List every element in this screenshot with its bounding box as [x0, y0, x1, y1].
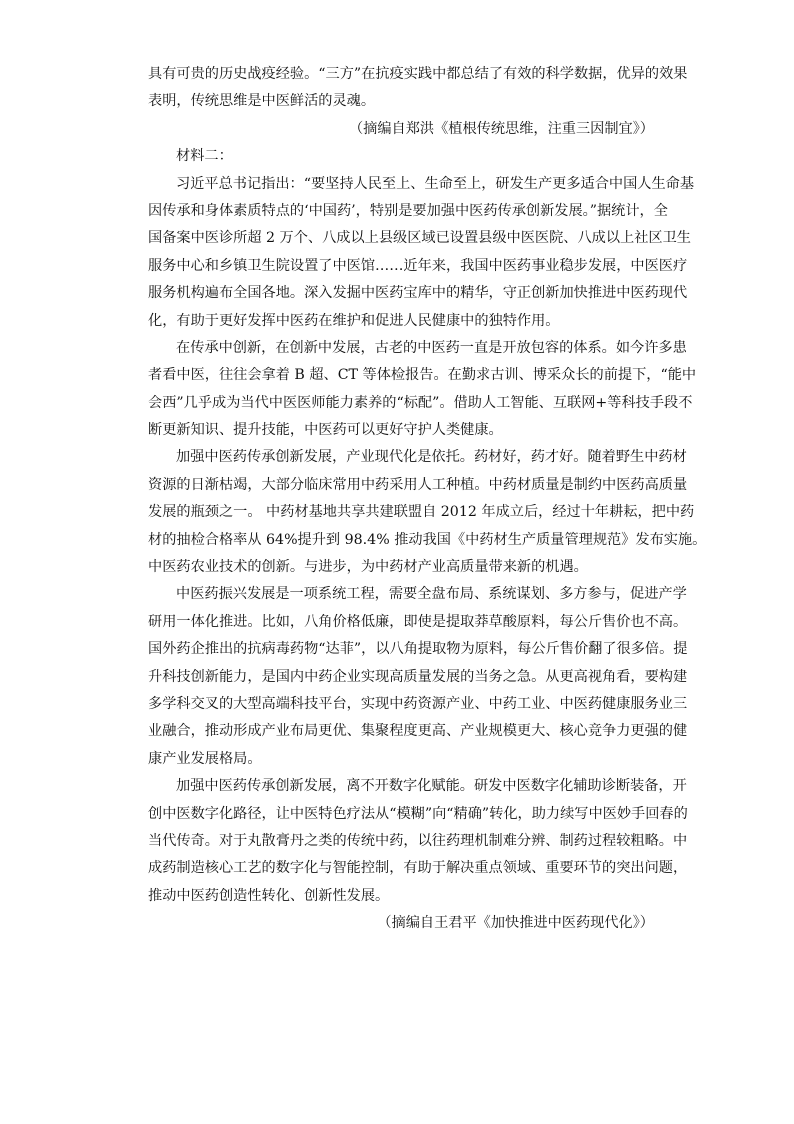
- paragraph-end-line: 康产业发展格局。: [148, 750, 262, 767]
- body-line: 当代传奇。对于丸散膏丹之类的传统中药，以往药理机制难分辨、制药过程较粗略。中: [148, 832, 688, 849]
- paragraph-first-line: 在传承中创新，在创新中发展，古老的中医药一直是开放包容的体系。如今许多患: [176, 339, 687, 356]
- body-line: 因传承和身体素质特点的‘中国药’，特别是要加强中医药传承创新发展。”据统计，全: [148, 202, 668, 219]
- body-line: 业融合，推动形成产业布局更优、集聚程度更高、产业规模更大、核心竞争力更强的健: [148, 723, 688, 740]
- source-citation: （摘编自王君平《加快推进中医药现代化》）: [377, 915, 654, 932]
- body-line: 服务机构遍布全国各地。深入发掘中医药宝库中的精华，守正创新加快推进中医药现代: [148, 285, 688, 302]
- paragraph-end-line: 断更新知识、提升技能，中医药可以更好守护人类健康。: [148, 422, 503, 439]
- body-line: 服务中心和乡镇卫生院设置了中医馆……近年来，我国中医药事业稳步发展，中医医疗: [148, 257, 688, 274]
- body-line: 创中医数字化路径，让中医特色疗法从“模糊”向“精确”转化，助力续写中医妙手回春的: [148, 805, 688, 822]
- body-line: 国备案中医诊所超 2 万个、八成以上县级区域已设置县级中医医院、八成以上社区卫生: [148, 230, 691, 247]
- body-line: 材的抽检合格率从 64%提升到 98.4% 推动我国《中药材生产质量管理规范》发布实施。: [148, 531, 707, 548]
- body-line: 会西”几乎成为当代中医医师能力素养的“标配”。借助人工智能、互联网+等科技手段不: [148, 394, 693, 411]
- section-heading: 材料二：: [176, 148, 233, 165]
- paragraph-first-line: 中医药振兴发展是一项系统工程，需要全盘布局、系统谋划、多方参与，促进产学: [176, 586, 687, 603]
- paragraph-end-line: 中医药农业技术的创新。与进步，为中药材产业高质量带来新的机遇。: [148, 559, 588, 576]
- body-line: 具有可贵的历史战疫经验。“三方”在抗疫实践中都总结了有效的科学数据，优异的效果: [148, 66, 688, 82]
- body-line: 研用一体化推进。比如，八角价格低廉，即使是提取莽草酸原料，每公斤售价也不高。: [148, 613, 688, 630]
- body-line: 者看中医，往往会拿着 B 超、CT 等体检报告。在勤求古训、博采众长的前提下，“能中: [148, 367, 697, 384]
- paragraph-first-line: 加强中医药传承创新发展，产业现代化是依托。药材好，药才好。随着野生中药材: [176, 449, 687, 466]
- paragraph-end-line: 表明，传统思维是中医鲜活的灵魂。: [148, 93, 376, 110]
- body-line: 多学科交叉的大型高端科技平台，实现中药资源产业、中药工业、中医药健康服务业三: [148, 695, 688, 712]
- body-line: 国外药企推出的抗病毒药物“达菲”，以八角提取物为原料，每公斤售价翻了很多倍。提: [148, 641, 688, 658]
- body-line: 发展的瓶颈之一。 中药材基地共享共建联盟自 2012 年成立后，经过十年耕耘，把中药: [148, 504, 695, 521]
- paragraph-end-line: 推动中医药创造性转化、创新性发展。: [148, 887, 390, 904]
- document-page: [148, 61, 707, 938]
- body-line: 升科技创新能力，是国内中药企业实现高质量发展的当务之急。从更高视角看，要构建: [148, 668, 688, 685]
- paragraph-first-line: 加强中医药传承创新发展，离不开数字化赋能。研发中医数字化辅助诊断装备，开: [176, 778, 687, 795]
- body-line: 资源的日渐枯竭，大部分临床常用中药采用人工种植。中药材质量是制约中医药高质量: [148, 476, 688, 493]
- paragraph-first-line: 习近平总书记指出：“要坚持人民至上、生命至上，研发生产更多适合中国人生命基: [176, 175, 695, 192]
- paragraph-end-line: 化，有助于更好发挥中医药在维护和促进人民健康中的独特作用。: [148, 312, 560, 329]
- source-citation: （摘编自郑洪《植根传统思维，注重三因制宜》）: [348, 120, 654, 137]
- body-line: 成药制造核心工艺的数字化与智能控制，有助于解决重点领域、重要环节的突出问题，: [148, 860, 688, 877]
